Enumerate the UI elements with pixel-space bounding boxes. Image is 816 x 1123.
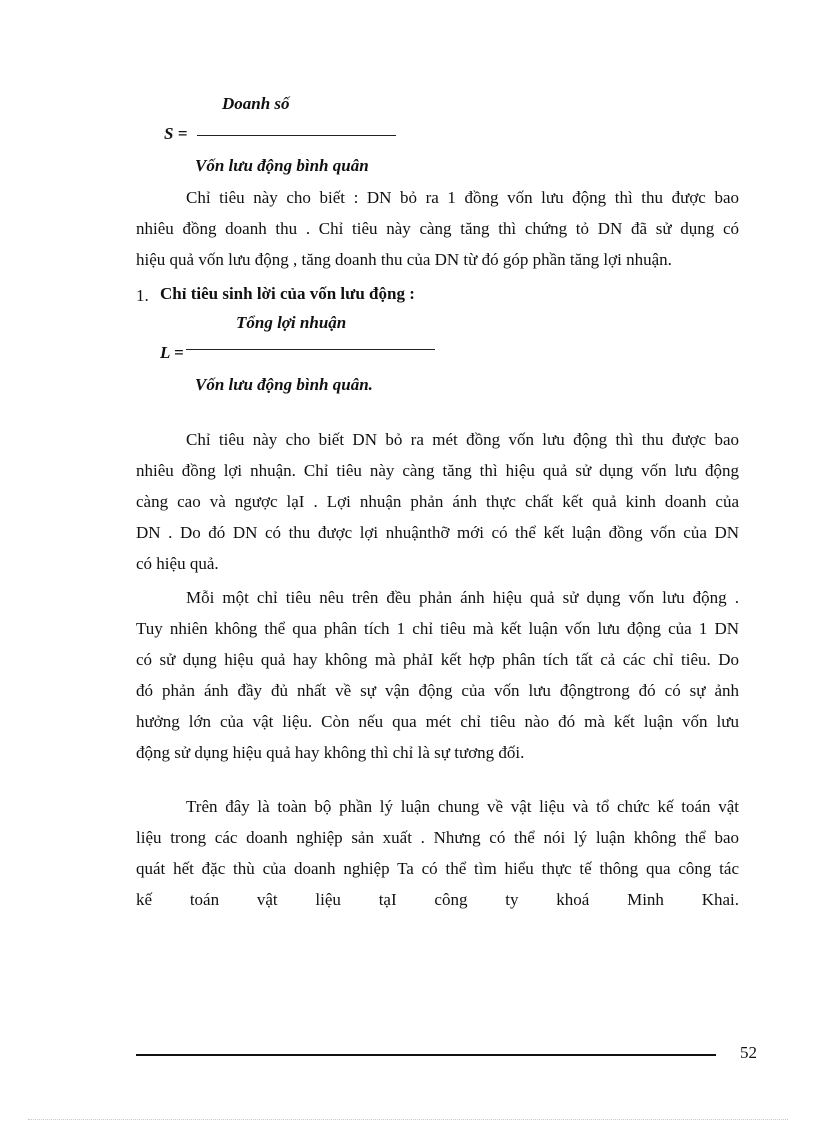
formula-s-numerator: Doanh số (222, 94, 290, 113)
paragraph-4-line: quát hết đặc thù của doanh nghiệp Ta có thể tìm hiểu thực tế thông qua công tác (136, 859, 739, 878)
footer-rule (136, 1054, 716, 1056)
paragraph-3-line: có sử dụng hiệu quả hay không mà phảI kết hợp phân tích tất cả các chỉ tiêu. Do (136, 650, 739, 669)
paragraph-1-line: nhiêu đồng doanh thu . Chỉ tiêu này càng tăng thì chứng tỏ DN đã sử dụng có (136, 219, 739, 238)
paragraph-2-line: có hiệu quả. (136, 554, 219, 573)
paragraph-1-line: Chỉ tiêu này cho biết : DN bỏ ra 1 đồng vốn lưu động thì thu được bao (186, 188, 739, 207)
formula-s-denominator: Vốn lưu động bình quân (195, 156, 369, 175)
page-number: 52 (740, 1043, 757, 1062)
formula-l-lhs: L = (160, 343, 184, 362)
heading-title: Chỉ tiêu sinh lời của vốn lưu động : (160, 284, 415, 303)
paragraph-3-line: đó phản ánh đầy đủ nhất về sự vận động của vốn lưu độngtrong đó có sự ảnh (136, 681, 739, 700)
formula-s-fraction-bar (197, 135, 396, 136)
formula-s-lhs: S = (164, 124, 188, 143)
paragraph-3-line: Mỗi một chỉ tiêu nêu trên đều phản ánh hiệu quả sử dụng vốn lưu động . (186, 588, 739, 607)
formula-l-fraction-bar (186, 349, 435, 350)
paragraph-4-line: Trên đây là toàn bộ phần lý luận chung về vật liệu và tổ chức kế toán vật (186, 797, 739, 816)
page-bottom-dotted-border (28, 1119, 788, 1120)
paragraph-2-line: càng cao và ngược lạI . Lợi nhuận phản ánh thực chất kết quả kinh doanh của (136, 492, 739, 511)
paragraph-2 (136, 424, 739, 579)
paragraph-1 (136, 182, 739, 275)
paragraph-3-line: hưởng lớn của vật liệu. Còn nếu qua mét chỉ tiêu nào đó mà kết luận vốn lưu (136, 712, 739, 731)
paragraph-4-line: kế toán vật liệu tạI công ty khoá Minh Khai. (136, 890, 739, 909)
heading-number: 1. (136, 286, 149, 305)
paragraph-2-line: nhiêu đồng lợi nhuận. Chỉ tiêu này càng tăng thì hiệu quả sử dụng vốn lưu động (136, 461, 739, 480)
paragraph-2-line: Chỉ tiêu này cho biết DN bỏ ra mét đồng vốn lưu động thì thu được bao (186, 430, 739, 449)
paragraph-3-line: Tuy nhiên không thể qua phân tích 1 chỉ tiêu mà kết luận vốn lưu động của 1 DN (136, 619, 739, 638)
paragraph-4-line: liệu trong các doanh nghiệp sản xuất . Nhưng có thể nói lý luận không thể bao (136, 828, 739, 847)
paragraph-2-line: DN . Do đó DN có thu được lợi nhuậnthỡ mới có thể kết luận đồng vốn của DN (136, 523, 739, 542)
paragraph-4 (136, 791, 739, 915)
paragraph-3 (136, 582, 739, 768)
formula-l-denominator: Vốn lưu động bình quân. (195, 375, 373, 394)
paragraph-3-line: động sử dụng hiệu quả hay không thì chỉ là sự tương đối. (136, 743, 525, 762)
paragraph-1-line: hiệu quả vốn lưu động , tăng doanh thu của DN từ đó góp phần tăng lợi nhuận. (136, 250, 672, 269)
formula-l-numerator: Tổng lợi nhuận (236, 313, 347, 332)
